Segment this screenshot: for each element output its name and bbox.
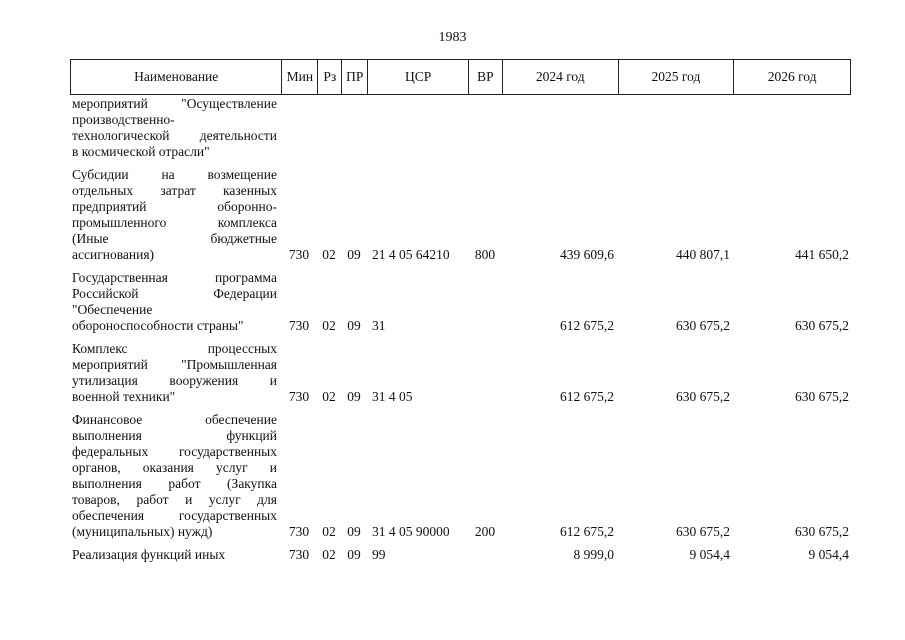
cell-min: 730 [288, 389, 310, 404]
cell-rz: 02 [322, 389, 336, 404]
cell-2025: 630 675,2 [676, 524, 730, 539]
table-row [70, 341, 851, 405]
cell-2025: 9 054,4 [689, 547, 730, 562]
header-vr: ВР [468, 60, 502, 94]
cell-name-line: обороноспособности страны" [72, 318, 244, 333]
cell-name-line: мероприятий "Промышленная [72, 357, 277, 372]
cell-name-line: Государственная программа [72, 270, 277, 285]
cell-name-line: Субсидии на возмещение [72, 167, 277, 182]
cell-name-line: Финансовое обеспечение [72, 412, 277, 427]
cell-name-line: предприятий оборонно- [72, 199, 277, 214]
cell-name-line: в космической отрасли" [72, 144, 210, 159]
cell-2024: 612 675,2 [560, 318, 614, 333]
cell-name-line: промышленного комплекса [72, 215, 277, 230]
cell-2026: 630 675,2 [795, 524, 849, 539]
cell-name [70, 547, 281, 563]
cell-2026: 630 675,2 [795, 318, 849, 333]
cell-name-line: утилизация вооружения и [72, 373, 277, 388]
cell-csr: 99 [372, 547, 386, 562]
cell-2025: 630 675,2 [676, 318, 730, 333]
cell-pr: 09 [347, 547, 361, 562]
cell-pr: 09 [347, 524, 361, 539]
cell-name-line: (муниципальных) нужд) [72, 524, 213, 539]
cell-rz: 02 [322, 547, 336, 562]
header-2025: 2025 год [618, 60, 734, 94]
header-min: Мин [281, 60, 317, 94]
cell-name-line: органов, оказания услуг и [72, 460, 277, 475]
cell-name-line: выполнения работ (Закупка [72, 476, 277, 491]
table-row [70, 270, 851, 334]
cell-2024: 612 675,2 [560, 389, 614, 404]
cell-2026: 441 650,2 [795, 247, 849, 262]
table-body [70, 96, 851, 570]
cell-min: 730 [288, 318, 310, 333]
cell-rz: 02 [322, 247, 336, 262]
cell-csr: 31 [372, 318, 386, 333]
cell-2024: 612 675,2 [560, 524, 614, 539]
cell-name-line: производственно- [72, 112, 175, 127]
cell-name-line: товаров, работ и услуг для [72, 492, 277, 507]
cell-2025: 630 675,2 [676, 389, 730, 404]
header-2024: 2024 год [502, 60, 618, 94]
cell-csr: 31 4 05 90000 [372, 524, 450, 539]
cell-2025: 440 807,1 [676, 247, 730, 262]
header-pr: ПР [341, 60, 367, 94]
cell-csr: 21 4 05 64210 [372, 247, 450, 262]
cell-csr: 31 4 05 [372, 389, 413, 404]
cell-name-line: Комплекс процессных [72, 341, 277, 356]
header-name: Наименование [134, 69, 219, 84]
cell-name-line: выполнения функций [72, 428, 277, 443]
cell-pr: 09 [347, 247, 361, 262]
header-2026: 2026 год [733, 60, 850, 94]
cell-pr: 09 [347, 389, 361, 404]
cell-name-line: "Обеспечение [72, 302, 153, 317]
cell-name-line: обеспечения государственных [72, 508, 277, 523]
cell-2024: 439 609,6 [560, 247, 614, 262]
cell-name [70, 412, 281, 540]
cell-name-line: мероприятий "Осуществление [72, 96, 277, 111]
cell-vr: 200 [474, 524, 496, 539]
cell-pr: 09 [347, 318, 361, 333]
header-csr: ЦСР [367, 60, 468, 94]
cell-name-line: военной техники" [72, 389, 176, 404]
cell-name-line: (Иные бюджетные [72, 231, 277, 246]
table-row [70, 96, 851, 160]
cell-rz: 02 [322, 524, 336, 539]
cell-name-line: Реализация функций иных [72, 547, 226, 562]
cell-rz: 02 [322, 318, 336, 333]
cell-min: 730 [288, 524, 310, 539]
cell-name-line: ассигнования) [72, 247, 155, 262]
cell-2026: 9 054,4 [808, 547, 849, 562]
cell-vr: 800 [474, 247, 496, 262]
cell-name-line: отдельных затрат казенных [72, 183, 277, 198]
cell-name-line: Российской Федерации [72, 286, 277, 301]
cell-name [70, 270, 281, 334]
cell-name [70, 167, 281, 263]
cell-name-line: федеральных государственных [72, 444, 277, 459]
table-header [70, 59, 851, 95]
table-row [70, 547, 851, 563]
cell-2024: 8 999,0 [573, 547, 614, 562]
table-row [70, 412, 851, 540]
cell-2026: 630 675,2 [795, 389, 849, 404]
cell-name-line: технологической деятельности [72, 128, 277, 143]
cell-name [70, 341, 281, 405]
page-number: 1983 [438, 30, 467, 45]
header-rz: Рз [317, 60, 341, 94]
cell-min: 730 [288, 247, 310, 262]
cell-min: 730 [288, 547, 310, 562]
table-row [70, 167, 851, 263]
cell-name [70, 96, 281, 160]
